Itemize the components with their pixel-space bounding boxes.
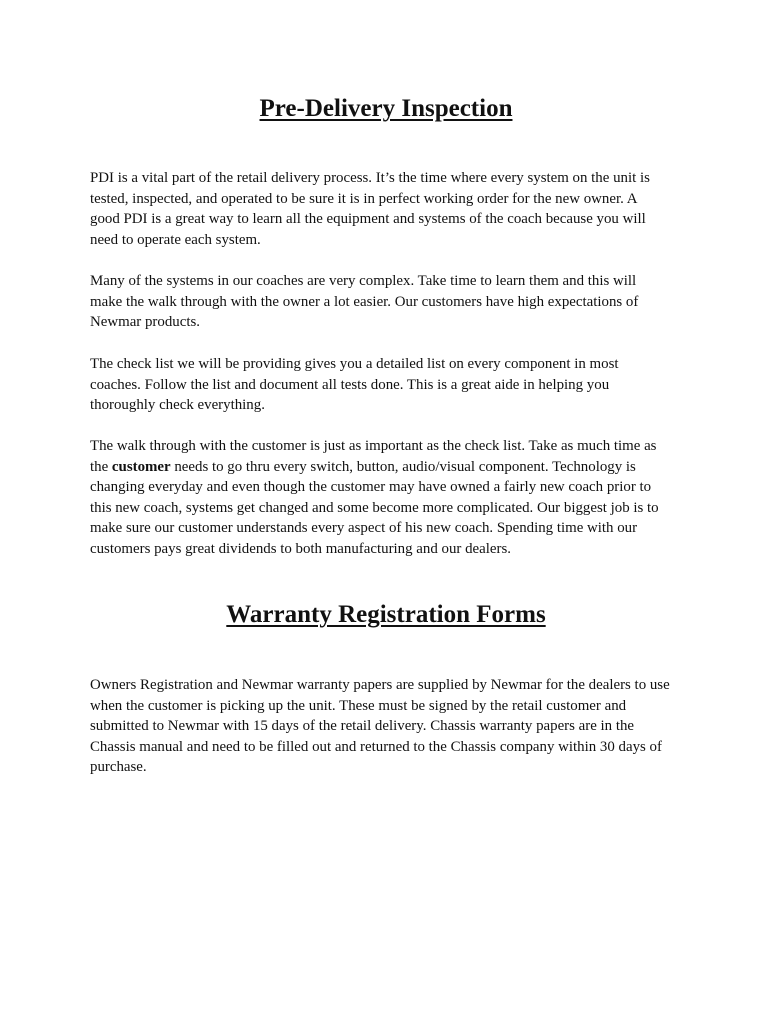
text-fragment: the bbox=[90, 458, 112, 475]
text-line: changing everyday and even though the customer may have owned a fairly new coach prior to bbox=[90, 479, 652, 496]
text-line: The check list we will be providing gives you a detailed list on every component in most bbox=[90, 356, 619, 372]
text-line: make the walk through with the owner a lot easier. Our customers have high expectations of bbox=[90, 293, 639, 310]
paragraph-walk-through bbox=[90, 436, 682, 560]
bold-word-customer: customer bbox=[111, 458, 171, 475]
text-line: this new coach, systems get changed and some become more complicated. Our biggest job is to bbox=[90, 499, 659, 516]
text-line: Owners Registration and Newmar warranty papers are supplied by Newmar for the dealers to use bbox=[90, 677, 670, 693]
text-line: purchase. bbox=[90, 759, 147, 776]
text-line: thoroughly check everything. bbox=[90, 397, 265, 414]
heading-pre-delivery-inspection: Pre-Delivery Inspection bbox=[259, 95, 513, 122]
paragraph-check-list bbox=[90, 354, 682, 416]
text-line: need to operate each system. bbox=[90, 231, 261, 248]
paragraph-complex-systems bbox=[90, 271, 682, 333]
text-line: Newmar products. bbox=[90, 314, 200, 331]
text-line: The walk through with the customer is just as important as the check list. Take as much time as bbox=[90, 438, 657, 454]
text-line: tested, inspected, and operated to be sure it is in perfect working order for the new owner. A bbox=[90, 190, 638, 207]
text-line: submitted to Newmar with 15 days of the retail delivery. Chassis warranty papers are in the bbox=[90, 718, 635, 735]
text-line: PDI is a vital part of the retail delivery process. It’s the time where every system on the unit is bbox=[90, 170, 650, 186]
text-line: Chassis manual and need to be filled out and returned to the Chassis company within 30 days of bbox=[90, 738, 662, 755]
paragraph-pdi-intro bbox=[90, 168, 682, 250]
heading-warranty-registration-forms: Warranty Registration Forms bbox=[226, 601, 546, 628]
text-line: make sure our customer understands every aspect of his new coach. Spending time with our bbox=[90, 520, 638, 537]
text-line: coaches. Follow the list and document all tests done. This is a great aide in helping you bbox=[90, 376, 610, 393]
text-line: customers pays great dividends to both manufacturing and our dealers. bbox=[90, 540, 511, 557]
text-line: Many of the systems in our coaches are very complex. Take time to learn them and this will bbox=[90, 273, 637, 289]
text-line: good PDI is a great way to learn all the equipment and systems of the coach because you will bbox=[90, 211, 646, 228]
text-line bbox=[90, 457, 682, 478]
text-line: when the customer is picking up the unit. These must be signed by the retail customer and bbox=[90, 697, 627, 714]
paragraph-warranty-registration bbox=[90, 675, 682, 778]
text-fragment: needs to go thru every switch, button, audio/visual component. Technology is bbox=[170, 458, 636, 475]
